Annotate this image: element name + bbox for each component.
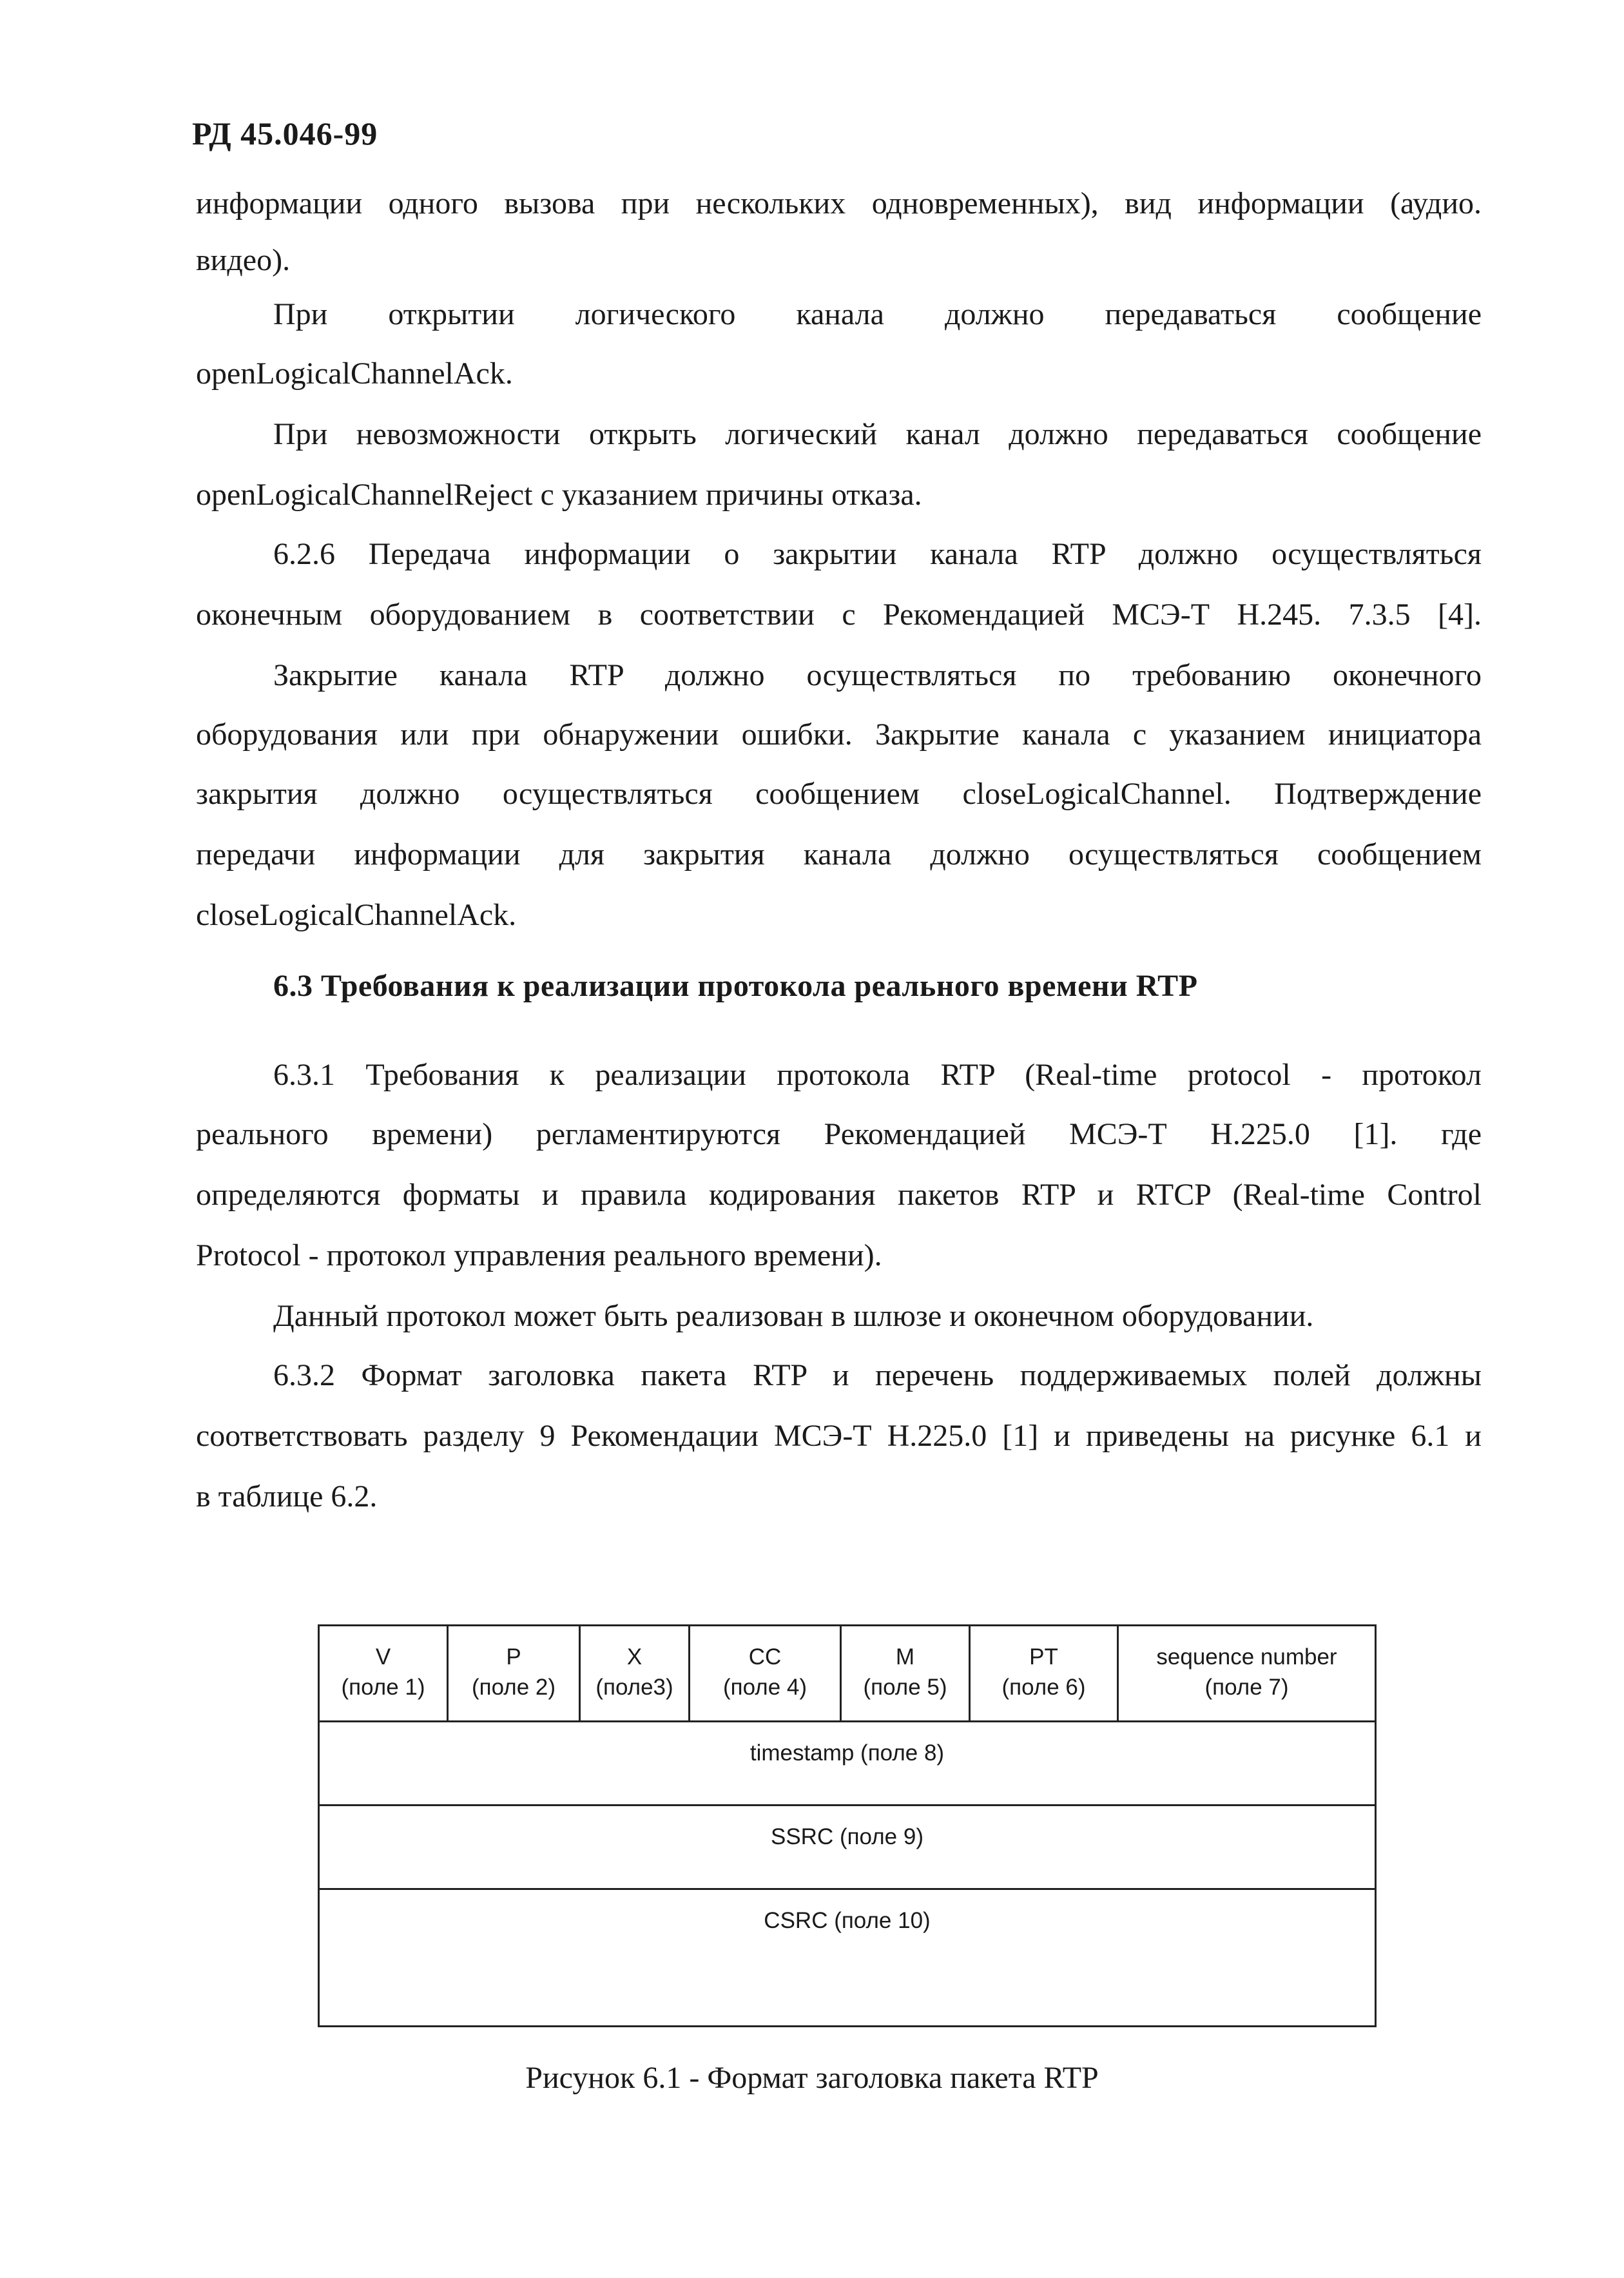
section-heading: 6.3 Требования к реализации протокола реального времени RTP bbox=[273, 969, 1198, 1003]
field-sequence-number bbox=[1118, 1626, 1376, 1722]
field-v bbox=[319, 1626, 448, 1722]
text-line: openLogicalChannelReject с указанием причины отказа. bbox=[196, 478, 922, 512]
field-label: (поле 6) bbox=[1001, 1675, 1086, 1700]
field-name: M bbox=[895, 1644, 915, 1670]
text-line: оконечным оборудованием в соответствии с Рекомендацией МСЭ-Т H.245. 7.3.5 [4]. bbox=[196, 598, 1482, 632]
text-line: При открытии логического канала должно передаваться сообщение bbox=[273, 297, 1482, 331]
text-line: 6.3.2 Формат заголовка пакета RTP и перечень поддерживаемых полей должны bbox=[273, 1358, 1482, 1392]
field-label: (поле 4) bbox=[722, 1675, 807, 1700]
field-timestamp: timestamp (поле 8) bbox=[319, 1722, 1376, 1806]
text-line: Protocol - протокол управления реального времени). bbox=[196, 1238, 882, 1272]
field-name: X bbox=[626, 1644, 643, 1670]
field-name: sequence number bbox=[1156, 1644, 1337, 1670]
field-name: V bbox=[375, 1644, 391, 1670]
text-line: Данный протокол может быть реализован в шлюзе и оконечном оборудовании. bbox=[273, 1299, 1314, 1333]
text-line: реального времени) регламентируются Рекомендацией МСЭ-Т H.225.0 [1]. где bbox=[196, 1117, 1482, 1151]
text-line: 6.2.6 Передача информации о закрытии канала RTP должно осуществляться bbox=[273, 537, 1482, 571]
field-x bbox=[580, 1626, 690, 1722]
field-label: (поле3) bbox=[595, 1675, 673, 1700]
text-line: 6.3.1 Требования к реализации протокола RTP (Real-time protocol - протокол bbox=[273, 1058, 1482, 1092]
text-line: передачи информации для закрытия канала должно осуществляться сообщением bbox=[196, 837, 1482, 871]
text-line: closeLogicalChannelAck. bbox=[196, 898, 517, 932]
field-label: (поле 7) bbox=[1204, 1675, 1289, 1700]
text-line: соответствовать разделу 9 Рекомендации МСЭ-Т H.225.0 [1] и приведены на рисунке 6.1 и bbox=[196, 1419, 1482, 1453]
field-m bbox=[841, 1626, 970, 1722]
field-cc bbox=[690, 1626, 841, 1722]
field-label: (поле 2) bbox=[471, 1675, 556, 1700]
text-line: openLogicalChannelAck. bbox=[196, 356, 513, 391]
field-p bbox=[448, 1626, 580, 1722]
rtp-header-figure bbox=[318, 1624, 1377, 2027]
text-line: оборудования или при обнаружении ошибки. Закрытие канала с указанием инициатора bbox=[196, 717, 1482, 752]
field-name: P bbox=[506, 1644, 521, 1670]
text-line: в таблице 6.2. bbox=[196, 1479, 378, 1514]
text-line: определяются форматы и правила кодирования пакетов RTP и RTCP (Real-time Control bbox=[196, 1178, 1482, 1212]
field-name: PT bbox=[1029, 1644, 1058, 1670]
field-csrc: CSRC (поле 10) bbox=[319, 1889, 1376, 2027]
field-label: (поле 5) bbox=[863, 1675, 947, 1700]
field-name: CC bbox=[748, 1644, 782, 1670]
figure-caption: Рисунок 6.1 - Формат заголовка пакета RTP bbox=[525, 2061, 1099, 2095]
document-header: РД 45.046-99 bbox=[192, 115, 378, 151]
field-label: (поле 1) bbox=[341, 1675, 425, 1700]
field-ssrc: SSRC (поле 9) bbox=[319, 1806, 1376, 1889]
field-pt bbox=[970, 1626, 1118, 1722]
text-line: закрытия должно осуществляться сообщением closeLogicalChannel. Подтверждение bbox=[196, 777, 1482, 811]
text-line: При невозможности открыть логический канал должно передаваться сообщение bbox=[273, 417, 1482, 451]
text-line: Закрытие канала RTP должно осуществляться по требованию оконечного bbox=[273, 658, 1482, 692]
text-line: информации одного вызова при нескольких одновременных), вид информации (аудио. bbox=[196, 186, 1482, 220]
text-line: видео). bbox=[196, 243, 291, 277]
